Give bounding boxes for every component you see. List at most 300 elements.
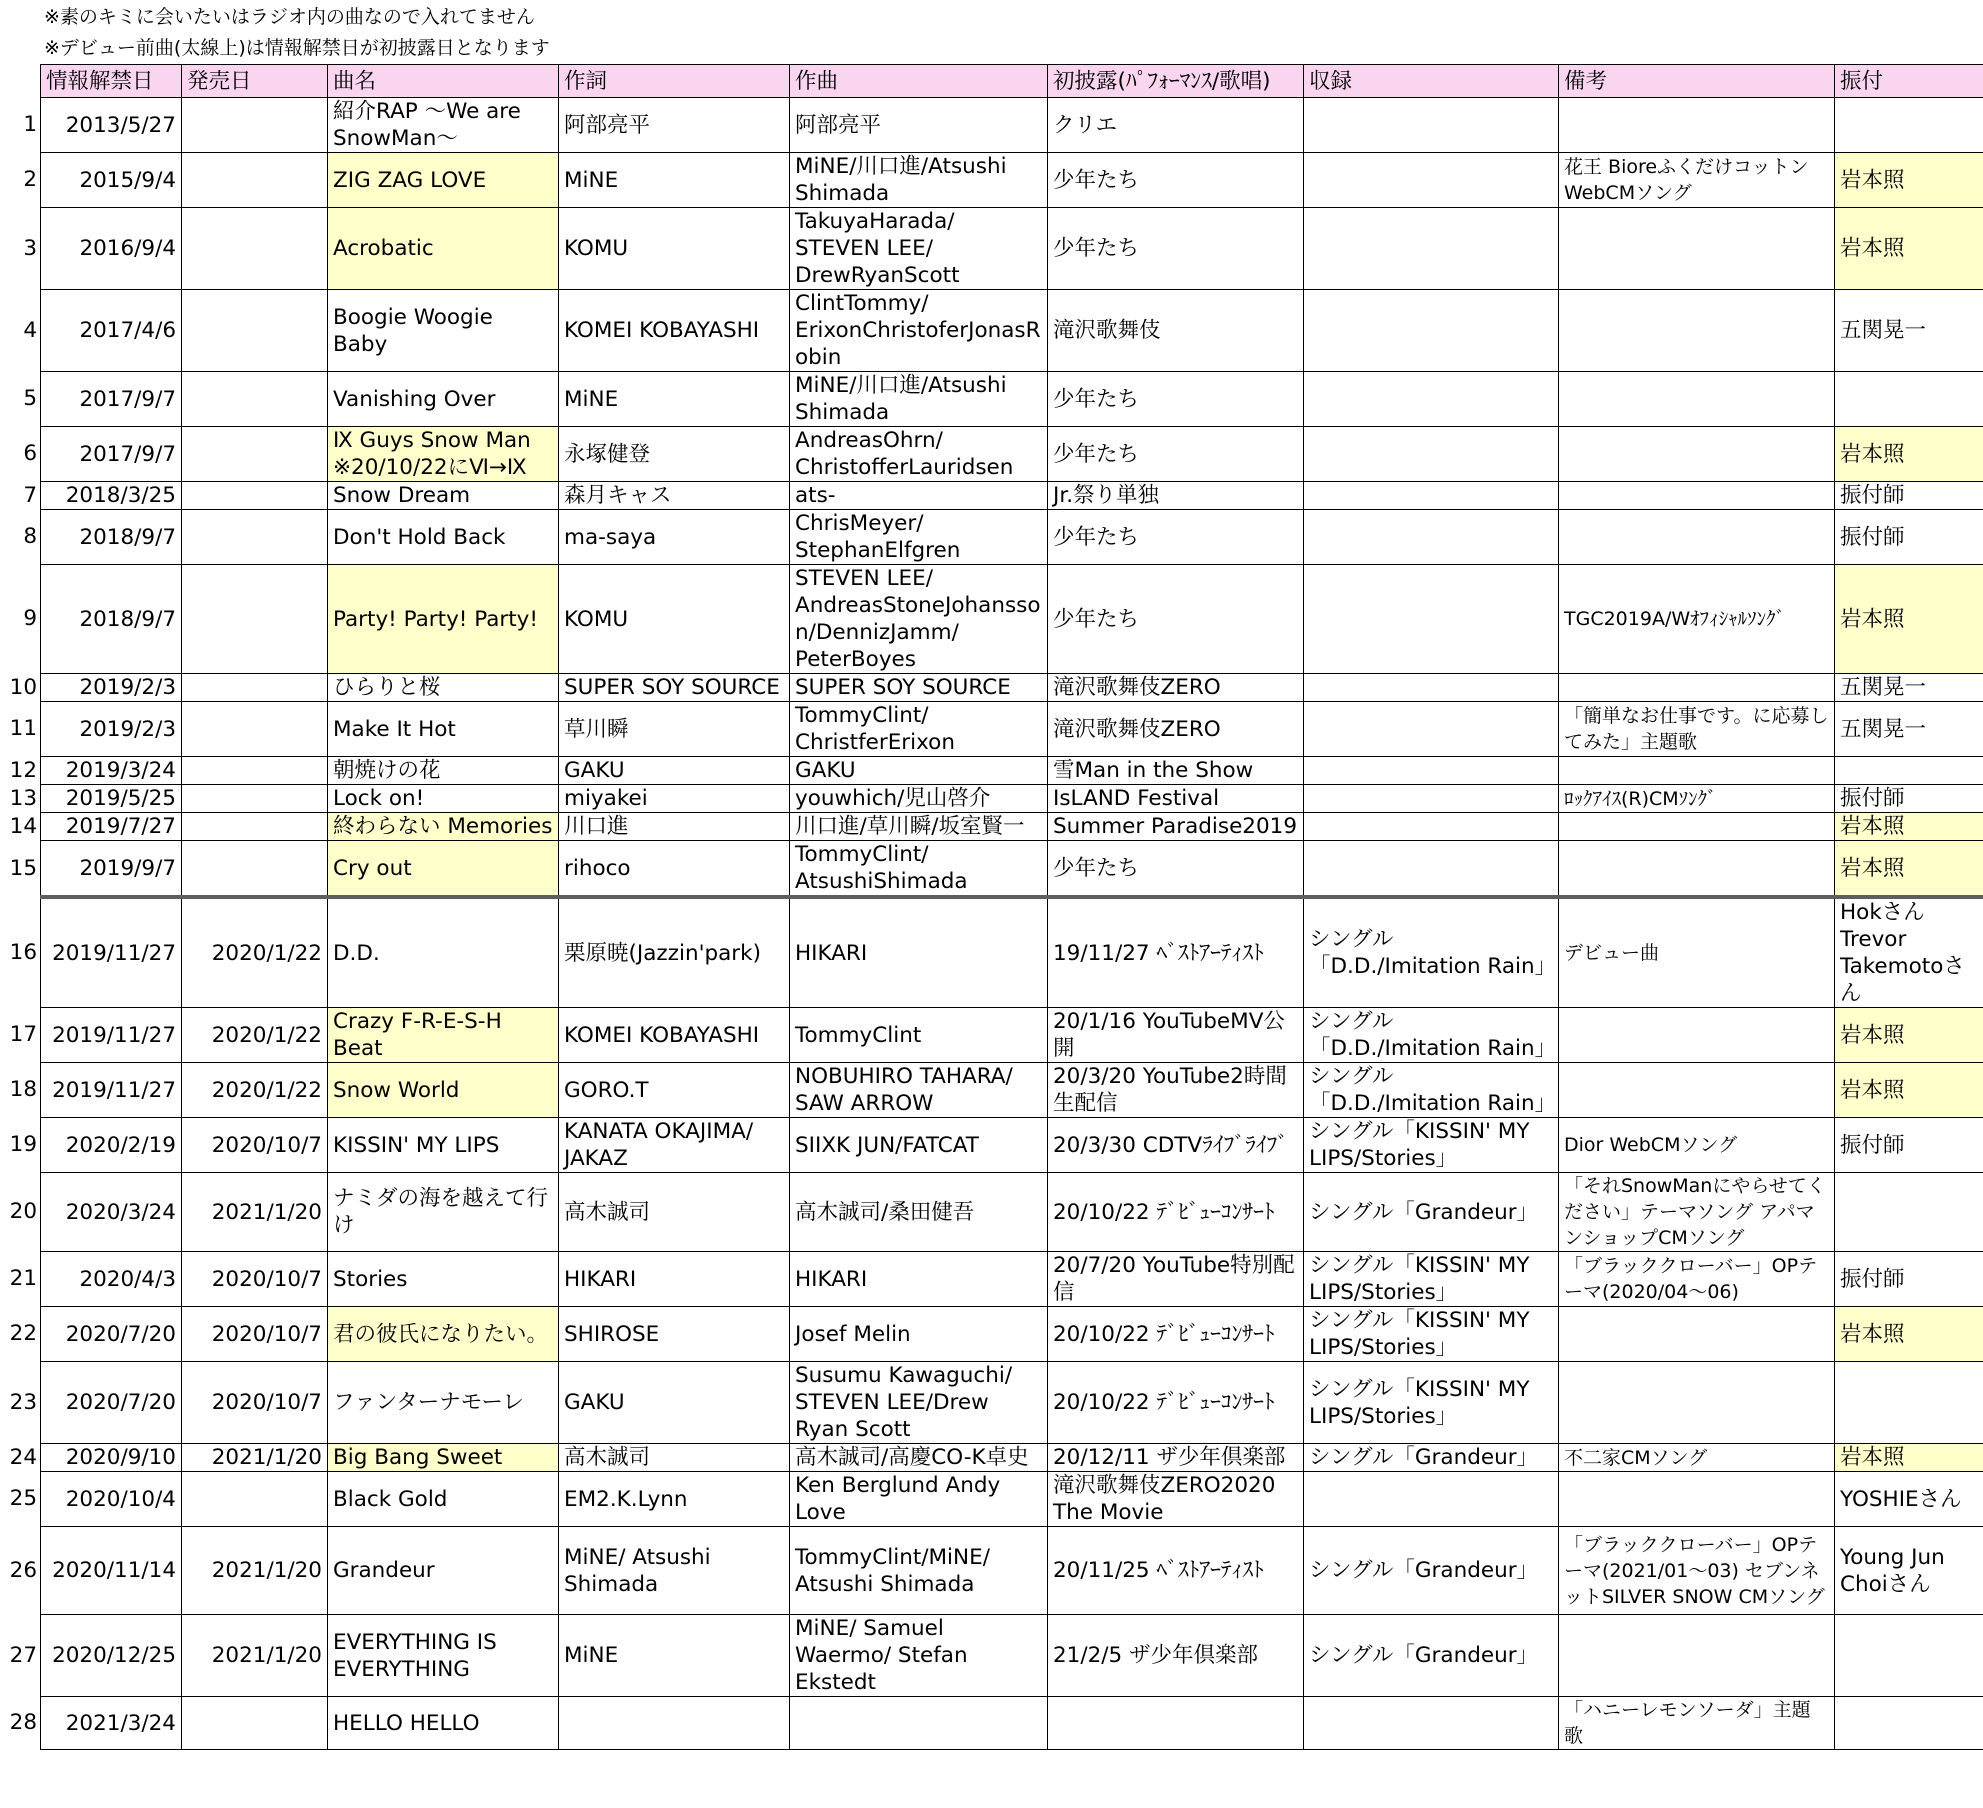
cell-first-performance: 少年たち	[1048, 153, 1304, 208]
cell-recording	[1304, 813, 1559, 841]
cell-choreography: Hokさん Trevor Takemotoさん	[1835, 897, 1983, 1008]
table-row	[41, 1472, 1983, 1527]
header-row	[41, 65, 1983, 98]
row-number: 11	[9, 716, 37, 741]
cell-lyrics: SHIROSE	[559, 1307, 790, 1362]
cell-recording	[1304, 482, 1559, 510]
cell-recording	[1304, 841, 1559, 898]
cell-choreography: 岩本照	[1835, 153, 1983, 208]
cell-composer: SUPER SOY SOURCE	[790, 674, 1048, 702]
cell-remarks	[1559, 290, 1835, 372]
cell-composer: MiNE/川口進/Atsushi Shimada	[790, 153, 1048, 208]
table-row	[41, 1173, 1983, 1252]
cell-release-date	[182, 1472, 328, 1527]
cell-first-performance: 少年たち	[1048, 841, 1304, 898]
cell-choreography	[1835, 372, 1983, 427]
cell-choreography: 岩本照	[1835, 841, 1983, 898]
cell-choreography: 振付師	[1835, 1252, 1983, 1307]
cell-first-performance	[1048, 1697, 1304, 1750]
cell-recording	[1304, 510, 1559, 565]
cell-lyrics: MiNE	[559, 372, 790, 427]
table-row	[41, 1527, 1983, 1615]
row-number: 21	[9, 1266, 37, 1291]
cell-lyrics: KOMU	[559, 565, 790, 674]
table-row	[41, 1444, 1983, 1472]
cell-lyrics: 森月キャス	[559, 482, 790, 510]
cell-recording	[1304, 674, 1559, 702]
cell-title: D.D.	[328, 897, 559, 1008]
cell-first-performance: 19/11/27 ﾍﾞｽﾄｱｰﾃｨｽﾄ	[1048, 897, 1304, 1008]
table-row	[41, 1697, 1983, 1750]
cell-title: Snow Dream	[328, 482, 559, 510]
cell-lyrics: MiNE/ Atsushi Shimada	[559, 1527, 790, 1615]
cell-composer: TommyClint/ ChristferErixon	[790, 702, 1048, 757]
row-number: 23	[9, 1389, 37, 1415]
cell-info-date: 2020/12/25	[41, 1615, 182, 1697]
note-radio-exclusion: ※素のキミに会いたいはラジオ内の曲なので入れてません	[44, 6, 535, 28]
row-number: 10	[9, 674, 37, 700]
table-row	[41, 897, 1983, 1008]
cell-info-date: 2020/9/10	[41, 1444, 182, 1472]
cell-choreography: 岩本照	[1835, 1063, 1983, 1118]
cell-composer: 高木誠司/高慶CO-K卓史	[790, 1444, 1048, 1472]
cell-composer: HIKARI	[790, 1252, 1048, 1307]
cell-info-date: 2020/4/3	[41, 1252, 182, 1307]
cell-recording: シングル「Grandeur」	[1304, 1173, 1559, 1252]
cell-info-date: 2020/7/20	[41, 1362, 182, 1444]
cell-release-date: 2020/10/7	[182, 1252, 328, 1307]
cell-title: Big Bang Sweet	[328, 1444, 559, 1472]
cell-choreography: 五関晃一	[1835, 290, 1983, 372]
cell-composer: ats-	[790, 482, 1048, 510]
cell-info-date: 2017/9/7	[41, 372, 182, 427]
cell-choreography	[1835, 98, 1983, 153]
cell-info-date: 2019/11/27	[41, 1063, 182, 1118]
cell-lyrics: 高木誠司	[559, 1173, 790, 1252]
cell-first-performance: 滝沢歌舞伎ZERO	[1048, 674, 1304, 702]
cell-title: EVERYTHING IS EVERYTHING	[328, 1615, 559, 1697]
cell-lyrics: KOMU	[559, 208, 790, 290]
cell-lyrics: SUPER SOY SOURCE	[559, 674, 790, 702]
cell-release-date: 2020/10/7	[182, 1118, 328, 1173]
cell-info-date: 2019/7/27	[41, 813, 182, 841]
cell-choreography	[1835, 1697, 1983, 1750]
col-header-lyrics: 作詞	[559, 65, 790, 98]
cell-release-date: 2020/1/22	[182, 897, 328, 1008]
cell-recording	[1304, 372, 1559, 427]
cell-composer: Ken Berglund Andy Love	[790, 1472, 1048, 1527]
cell-lyrics: MiNE	[559, 1615, 790, 1697]
cell-release-date	[182, 482, 328, 510]
cell-release-date	[182, 813, 328, 841]
cell-remarks	[1559, 372, 1835, 427]
cell-lyrics: GORO.T	[559, 1063, 790, 1118]
cell-info-date: 2019/5/25	[41, 785, 182, 813]
cell-lyrics: HIKARI	[559, 1252, 790, 1307]
cell-title: Cry out	[328, 841, 559, 898]
cell-title: Acrobatic	[328, 208, 559, 290]
row-number: 2	[23, 167, 37, 192]
cell-composer: TommyClint/ AtsushiShimada	[790, 841, 1048, 898]
row-number: 6	[23, 441, 37, 466]
cell-info-date: 2019/11/27	[41, 897, 182, 1008]
cell-release-date: 2020/10/7	[182, 1362, 328, 1444]
cell-release-date	[182, 208, 328, 290]
cell-title: Stories	[328, 1252, 559, 1307]
cell-title: ZIG ZAG LOVE	[328, 153, 559, 208]
row-number: 8	[23, 524, 37, 549]
cell-remarks: ﾛｯｸｱｲｽ(R)CMｿﾝｸﾞ	[1559, 785, 1835, 813]
table-row	[41, 1008, 1983, 1063]
cell-remarks	[1559, 1008, 1835, 1063]
row-number: 14	[9, 813, 37, 839]
cell-remarks	[1559, 427, 1835, 482]
table-row	[41, 1307, 1983, 1362]
cell-first-performance: 20/3/20 YouTube2時間生配信	[1048, 1063, 1304, 1118]
cell-composer: MiNE/ Samuel Waermo/ Stefan Ekstedt	[790, 1615, 1048, 1697]
cell-first-performance: 滝沢歌舞伎ZERO2020 The Movie	[1048, 1472, 1304, 1527]
cell-first-performance: 20/1/16 YouTubeMV公開	[1048, 1008, 1304, 1063]
cell-remarks	[1559, 208, 1835, 290]
col-header-title: 曲名	[328, 65, 559, 98]
cell-choreography: 振付師	[1835, 510, 1983, 565]
row-number: 26	[9, 1557, 37, 1583]
cell-title: KISSIN' MY LIPS	[328, 1118, 559, 1173]
table-row	[41, 1118, 1983, 1173]
cell-choreography: Young Jun Choiさん	[1835, 1527, 1983, 1615]
table-row	[41, 674, 1983, 702]
cell-recording	[1304, 702, 1559, 757]
cell-choreography: 岩本照	[1835, 427, 1983, 482]
cell-lyrics: GAKU	[559, 757, 790, 785]
cell-first-performance: 20/3/30 CDTVﾗｲﾌﾞﾗｲﾌﾞ	[1048, 1118, 1304, 1173]
row-number: 12	[9, 757, 37, 783]
cell-recording	[1304, 565, 1559, 674]
cell-info-date: 2019/3/24	[41, 757, 182, 785]
cell-lyrics: EM2.K.Lynn	[559, 1472, 790, 1527]
row-number: 7	[23, 482, 37, 508]
cell-choreography	[1835, 1615, 1983, 1697]
cell-info-date: 2020/10/4	[41, 1472, 182, 1527]
cell-release-date	[182, 757, 328, 785]
cell-choreography: 岩本照	[1835, 565, 1983, 674]
cell-lyrics: rihoco	[559, 841, 790, 898]
cell-info-date: 2019/2/3	[41, 674, 182, 702]
col-header-choreography: 振付	[1835, 65, 1983, 98]
cell-choreography: 岩本照	[1835, 1307, 1983, 1362]
cell-choreography: 振付師	[1835, 1118, 1983, 1173]
cell-remarks	[1559, 1472, 1835, 1527]
cell-release-date	[182, 702, 328, 757]
row-number: 9	[23, 606, 37, 631]
cell-recording: シングル「KISSIN' MY LIPS/Stories」	[1304, 1118, 1559, 1173]
cell-first-performance: 20/7/20 YouTube特別配信	[1048, 1252, 1304, 1307]
cell-info-date: 2019/2/3	[41, 702, 182, 757]
cell-first-performance: 20/10/22 ﾃﾞﾋﾞｭｰｺﾝｻｰﾄ	[1048, 1173, 1304, 1252]
cell-remarks	[1559, 841, 1835, 898]
cell-release-date	[182, 674, 328, 702]
cell-remarks	[1559, 674, 1835, 702]
cell-first-performance: 20/10/22 ﾃﾞﾋﾞｭｰｺﾝｻｰﾄ	[1048, 1362, 1304, 1444]
table-row	[41, 290, 1983, 372]
cell-first-performance: 少年たち	[1048, 372, 1304, 427]
col-header-first-performance: 初披露(ﾊﾟﾌｫｰﾏﾝｽ/歌唱)	[1048, 65, 1304, 98]
cell-remarks	[1559, 813, 1835, 841]
cell-release-date	[182, 372, 328, 427]
cell-remarks	[1559, 757, 1835, 785]
cell-choreography: 岩本照	[1835, 208, 1983, 290]
cell-title: Don't Hold Back	[328, 510, 559, 565]
table-row	[41, 208, 1983, 290]
cell-release-date	[182, 785, 328, 813]
cell-composer: 阿部亮平	[790, 98, 1048, 153]
cell-composer: 高木誠司/桑田健吾	[790, 1173, 1048, 1252]
song-table-body	[41, 98, 1983, 1750]
cell-first-performance: クリエ	[1048, 98, 1304, 153]
cell-choreography: 五関晃一	[1835, 674, 1983, 702]
cell-title: ファンターナモーレ	[328, 1362, 559, 1444]
cell-first-performance: Jr.祭り単独	[1048, 482, 1304, 510]
cell-remarks: 「それSnowManにやらせてください」テーマソング アパマンショップCMソング	[1559, 1173, 1835, 1252]
cell-composer: AndreasOhrn/ ChristofferLauridsen	[790, 427, 1048, 482]
cell-release-date: 2021/1/20	[182, 1527, 328, 1615]
cell-recording: シングル「D.D./Imitation Rain」	[1304, 1008, 1559, 1063]
cell-lyrics: 永塚健登	[559, 427, 790, 482]
cell-composer: MiNE/川口進/Atsushi Shimada	[790, 372, 1048, 427]
col-header-release-date: 発売日	[182, 65, 328, 98]
cell-title: Crazy F-R-E-S-H Beat	[328, 1008, 559, 1063]
cell-info-date: 2019/11/27	[41, 1008, 182, 1063]
cell-info-date: 2021/3/24	[41, 1697, 182, 1750]
table-row	[41, 153, 1983, 208]
cell-info-date: 2017/9/7	[41, 427, 182, 482]
col-header-remarks: 備考	[1559, 65, 1835, 98]
cell-recording: シングル「D.D./Imitation Rain」	[1304, 897, 1559, 1008]
note-predebut-rule: ※デビュー前曲(太線上)は情報解禁日が初披露日となります	[44, 37, 550, 59]
table-row	[41, 482, 1983, 510]
cell-choreography	[1835, 1173, 1983, 1252]
cell-info-date: 2018/3/25	[41, 482, 182, 510]
cell-title: Snow World	[328, 1063, 559, 1118]
cell-title: Ⅸ Guys Snow Man ※20/10/22にⅥ→Ⅸ	[328, 427, 559, 482]
cell-lyrics: miyakei	[559, 785, 790, 813]
cell-release-date	[182, 427, 328, 482]
table-row	[41, 813, 1983, 841]
cell-composer: Susumu Kawaguchi/ STEVEN LEE/Drew Ryan Scott	[790, 1362, 1048, 1444]
cell-info-date: 2016/9/4	[41, 208, 182, 290]
cell-info-date: 2020/2/19	[41, 1118, 182, 1173]
cell-composer: HIKARI	[790, 897, 1048, 1008]
cell-release-date: 2020/1/22	[182, 1008, 328, 1063]
cell-first-performance: 20/11/25 ﾍﾞｽﾄｱｰﾃｨｽﾄ	[1048, 1527, 1304, 1615]
cell-title: Vanishing Over	[328, 372, 559, 427]
row-number: 1	[23, 112, 37, 137]
cell-release-date: 2020/1/22	[182, 1063, 328, 1118]
cell-title: HELLO HELLO	[328, 1697, 559, 1750]
cell-release-date: 2021/1/20	[182, 1173, 328, 1252]
cell-recording	[1304, 153, 1559, 208]
table-row	[41, 1252, 1983, 1307]
cell-lyrics: MiNE	[559, 153, 790, 208]
cell-recording	[1304, 427, 1559, 482]
cell-composer: NOBUHIRO TAHARA/ SAW ARROW	[790, 1063, 1048, 1118]
row-number: 28	[9, 1710, 37, 1735]
cell-recording	[1304, 1697, 1559, 1750]
cell-release-date	[182, 98, 328, 153]
cell-info-date: 2017/4/6	[41, 290, 182, 372]
table-row	[41, 785, 1983, 813]
cell-first-performance: Summer Paradise2019	[1048, 813, 1304, 841]
cell-composer: TommyClint/MiNE/ Atsushi Shimada	[790, 1527, 1048, 1615]
cell-choreography	[1835, 1362, 1983, 1444]
cell-remarks: 不二家CMソング	[1559, 1444, 1835, 1472]
cell-remarks: 花王 Bioreふくだけコットン WebCMソング	[1559, 153, 1835, 208]
cell-info-date: 2018/9/7	[41, 510, 182, 565]
cell-lyrics: 草川瞬	[559, 702, 790, 757]
cell-title: 終わらない Memories	[328, 813, 559, 841]
col-header-info-date: 情報解禁日	[41, 65, 182, 98]
cell-recording	[1304, 98, 1559, 153]
cell-info-date: 2013/5/27	[41, 98, 182, 153]
cell-choreography: 岩本照	[1835, 813, 1983, 841]
cell-remarks: デビュー曲	[1559, 897, 1835, 1008]
cell-info-date: 2019/9/7	[41, 841, 182, 898]
cell-composer: TommyClint	[790, 1008, 1048, 1063]
cell-recording: シングル「KISSIN' MY LIPS/Stories」	[1304, 1362, 1559, 1444]
table-row	[41, 510, 1983, 565]
row-number: 19	[9, 1132, 37, 1157]
cell-recording	[1304, 757, 1559, 785]
cell-remarks	[1559, 510, 1835, 565]
cell-first-performance: 20/10/22 ﾃﾞﾋﾞｭｰｺﾝｻｰﾄ	[1048, 1307, 1304, 1362]
cell-composer: SIIXK JUN/FATCAT	[790, 1118, 1048, 1173]
cell-info-date: 2015/9/4	[41, 153, 182, 208]
cell-first-performance: IsLAND Festival	[1048, 785, 1304, 813]
cell-choreography: 岩本照	[1835, 1008, 1983, 1063]
cell-release-date: 2021/1/20	[182, 1444, 328, 1472]
cell-remarks: 「簡単なお仕事です。に応募してみた」主題歌	[1559, 702, 1835, 757]
cell-info-date: 2020/11/14	[41, 1527, 182, 1615]
cell-lyrics: 阿部亮平	[559, 98, 790, 153]
table-row	[41, 702, 1983, 757]
table-row	[41, 1362, 1983, 1444]
cell-composer: GAKU	[790, 757, 1048, 785]
table-row	[41, 427, 1983, 482]
cell-remarks	[1559, 1063, 1835, 1118]
cell-recording: シングル「D.D./Imitation Rain」	[1304, 1063, 1559, 1118]
cell-choreography: 五関晃一	[1835, 702, 1983, 757]
cell-choreography: YOSHIEさん	[1835, 1472, 1983, 1527]
cell-remarks	[1559, 1307, 1835, 1362]
cell-lyrics: 高木誠司	[559, 1444, 790, 1472]
cell-title: ナミダの海を越えて行け	[328, 1173, 559, 1252]
row-number: 5	[23, 386, 37, 411]
cell-lyrics: ma-saya	[559, 510, 790, 565]
cell-lyrics: 川口進	[559, 813, 790, 841]
col-header-composer: 作曲	[790, 65, 1048, 98]
cell-release-date	[182, 1697, 328, 1750]
cell-title: Lock on!	[328, 785, 559, 813]
cell-release-date: 2021/1/20	[182, 1615, 328, 1697]
cell-composer: TakuyaHarada/ STEVEN LEE/ DrewRyanScott	[790, 208, 1048, 290]
cell-remarks: 「ブラッククローバー」OPテーマ(2021/01～03) セブンネットSILVER SNOW CMソング	[1559, 1527, 1835, 1615]
cell-title: ひらりと桜	[328, 674, 559, 702]
cell-composer: STEVEN LEE/ AndreasStoneJohansson/DennizJamm/ PeterBoyes	[790, 565, 1048, 674]
cell-recording	[1304, 208, 1559, 290]
cell-info-date: 2020/7/20	[41, 1307, 182, 1362]
cell-choreography: 岩本照	[1835, 1444, 1983, 1472]
table-row	[41, 757, 1983, 785]
cell-composer: Josef Melin	[790, 1307, 1048, 1362]
cell-first-performance: 少年たち	[1048, 427, 1304, 482]
cell-remarks: 「ハニーレモンソーダ」主題歌	[1559, 1697, 1835, 1750]
row-number: 17	[9, 1022, 37, 1047]
song-table	[40, 64, 1983, 1750]
cell-lyrics: KOMEI KOBAYASHI	[559, 290, 790, 372]
row-number: 13	[9, 785, 37, 811]
cell-first-performance: 21/2/5 ザ少年倶楽部	[1048, 1615, 1304, 1697]
cell-info-date: 2020/3/24	[41, 1173, 182, 1252]
row-number: 24	[9, 1444, 37, 1470]
cell-remarks: Dior WebCMソング	[1559, 1118, 1835, 1173]
cell-release-date	[182, 841, 328, 898]
table-row	[41, 841, 1983, 898]
cell-remarks	[1559, 98, 1835, 153]
cell-title: 君の彼氏になりたい。	[328, 1307, 559, 1362]
cell-release-date	[182, 565, 328, 674]
cell-remarks	[1559, 1615, 1835, 1697]
table-row	[41, 372, 1983, 427]
cell-title: 朝焼けの花	[328, 757, 559, 785]
table-row	[41, 1063, 1983, 1118]
cell-title: Boogie Woogie Baby	[328, 290, 559, 372]
cell-lyrics: KOMEI KOBAYASHI	[559, 1008, 790, 1063]
row-number: 27	[9, 1642, 37, 1668]
cell-recording: シングル「Grandeur」	[1304, 1444, 1559, 1472]
cell-composer: 川口進/草川瞬/坂室賢一	[790, 813, 1048, 841]
cell-first-performance: 滝沢歌舞伎	[1048, 290, 1304, 372]
cell-first-performance: 20/12/11 ザ少年倶楽部	[1048, 1444, 1304, 1472]
cell-info-date: 2018/9/7	[41, 565, 182, 674]
cell-recording: シングル「Grandeur」	[1304, 1615, 1559, 1697]
row-number: 4	[23, 317, 37, 343]
cell-release-date: 2020/10/7	[182, 1307, 328, 1362]
row-number: 20	[9, 1199, 37, 1224]
cell-title: Black Gold	[328, 1472, 559, 1527]
cell-first-performance: 少年たち	[1048, 208, 1304, 290]
cell-remarks	[1559, 1362, 1835, 1444]
cell-choreography: 振付師	[1835, 482, 1983, 510]
cell-release-date	[182, 153, 328, 208]
row-number: 22	[9, 1321, 37, 1346]
table-row	[41, 98, 1983, 153]
table-row	[41, 565, 1983, 674]
cell-lyrics: GAKU	[559, 1362, 790, 1444]
row-number: 16	[9, 940, 37, 965]
cell-recording	[1304, 290, 1559, 372]
cell-title: Party! Party! Party!	[328, 565, 559, 674]
row-number: 25	[9, 1486, 37, 1511]
cell-first-performance: 少年たち	[1048, 565, 1304, 674]
cell-choreography	[1835, 757, 1983, 785]
cell-lyrics: KANATA OKAJIMA/ JAKAZ	[559, 1118, 790, 1173]
cell-composer: youwhich/児山啓介	[790, 785, 1048, 813]
cell-title: Make It Hot	[328, 702, 559, 757]
cell-first-performance: 雪Man in the Show	[1048, 757, 1304, 785]
cell-composer: ChrisMeyer/ StephanElfgren	[790, 510, 1048, 565]
cell-recording: シングル「Grandeur」	[1304, 1527, 1559, 1615]
row-number: 15	[9, 856, 37, 881]
